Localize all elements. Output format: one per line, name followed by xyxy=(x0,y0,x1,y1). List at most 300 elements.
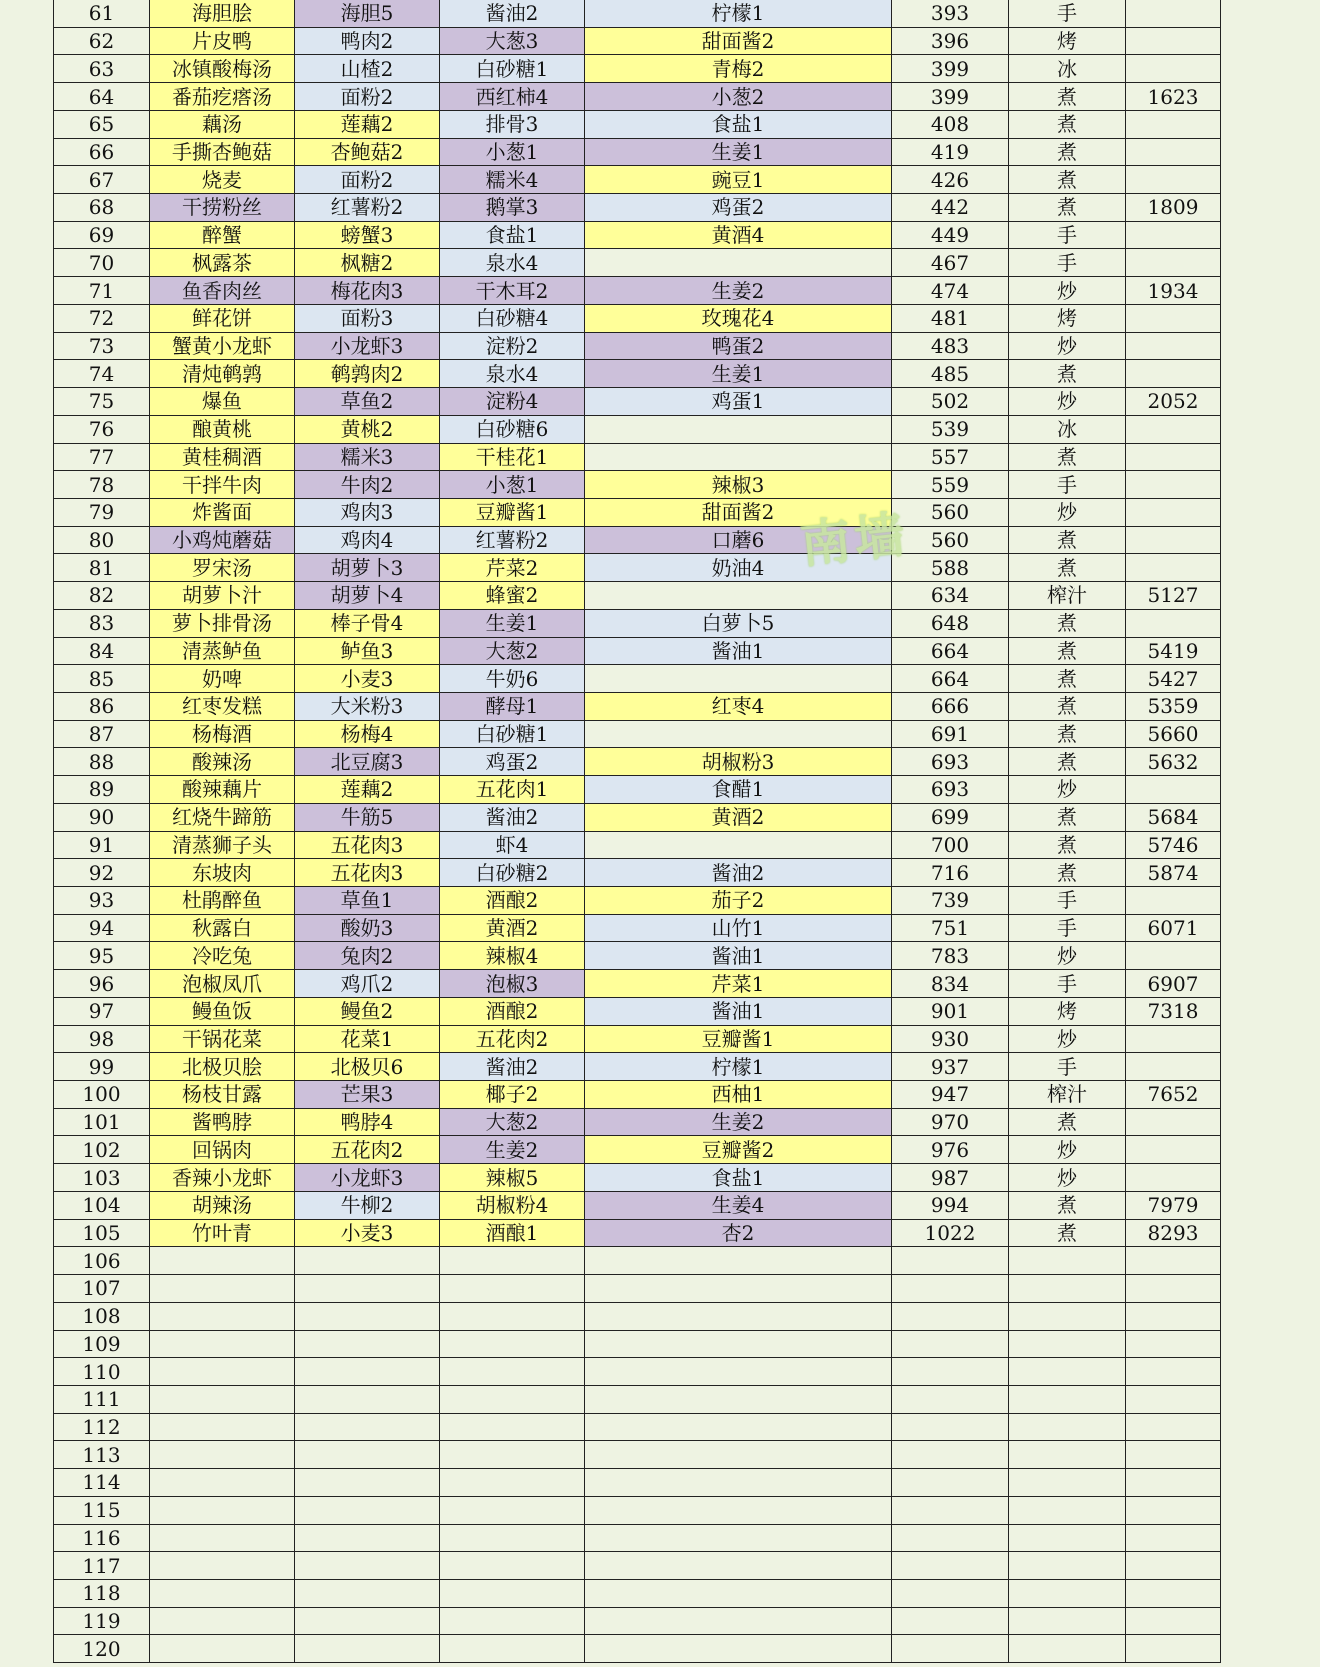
row-number-cell[interactable]: 116 xyxy=(54,1525,150,1552)
cook-method-cell[interactable]: 煮 xyxy=(1009,804,1126,831)
dish-name-cell[interactable]: 罗宋汤 xyxy=(150,554,295,581)
extra-value-cell[interactable] xyxy=(1126,887,1221,914)
extra-value-cell[interactable] xyxy=(1126,1358,1221,1385)
extra-value-cell[interactable] xyxy=(1126,1635,1221,1662)
ingredient-3-cell[interactable]: 辣椒3 xyxy=(585,471,892,498)
price-cell[interactable]: 634 xyxy=(892,582,1009,609)
cook-method-cell[interactable]: 炒 xyxy=(1009,1026,1126,1053)
row-number-cell[interactable]: 85 xyxy=(54,665,150,692)
row-number-cell[interactable]: 68 xyxy=(54,194,150,221)
price-cell[interactable] xyxy=(892,1414,1009,1441)
ingredient-1-cell[interactable] xyxy=(295,1552,440,1579)
extra-value-cell[interactable] xyxy=(1126,222,1221,249)
cook-method-cell[interactable]: 煮 xyxy=(1009,859,1126,886)
price-cell[interactable]: 502 xyxy=(892,388,1009,415)
dish-name-cell[interactable]: 酿黄桃 xyxy=(150,416,295,443)
dish-name-cell[interactable]: 红枣发糕 xyxy=(150,693,295,720)
dish-name-cell[interactable]: 干捞粉丝 xyxy=(150,194,295,221)
ingredient-2-cell[interactable]: 鸡蛋2 xyxy=(440,748,585,775)
row-number-cell[interactable]: 78 xyxy=(54,471,150,498)
row-number-cell[interactable]: 118 xyxy=(54,1580,150,1607)
extra-value-cell[interactable] xyxy=(1126,1441,1221,1468)
ingredient-3-cell[interactable]: 甜面酱2 xyxy=(585,499,892,526)
extra-value-cell[interactable] xyxy=(1126,1525,1221,1552)
price-cell[interactable]: 399 xyxy=(892,83,1009,110)
row-number-cell[interactable]: 80 xyxy=(54,527,150,554)
ingredient-3-cell[interactable]: 柠檬1 xyxy=(585,1053,892,1080)
ingredient-3-cell[interactable]: 生姜1 xyxy=(585,360,892,387)
price-cell[interactable]: 483 xyxy=(892,333,1009,360)
price-cell[interactable]: 1022 xyxy=(892,1220,1009,1247)
ingredient-1-cell[interactable]: 莲藕2 xyxy=(295,111,440,138)
cook-method-cell[interactable] xyxy=(1009,1441,1126,1468)
row-number-cell[interactable]: 90 xyxy=(54,804,150,831)
extra-value-cell[interactable]: 5632 xyxy=(1126,748,1221,775)
cook-method-cell[interactable]: 榨汁 xyxy=(1009,582,1126,609)
cook-method-cell[interactable] xyxy=(1009,1525,1126,1552)
price-cell[interactable]: 481 xyxy=(892,305,1009,332)
extra-value-cell[interactable] xyxy=(1126,1552,1221,1579)
ingredient-1-cell[interactable]: 北豆腐3 xyxy=(295,748,440,775)
ingredient-1-cell[interactable]: 草鱼1 xyxy=(295,887,440,914)
ingredient-3-cell[interactable] xyxy=(585,1386,892,1413)
ingredient-2-cell[interactable]: 白砂糖2 xyxy=(440,859,585,886)
ingredient-3-cell[interactable] xyxy=(585,1275,892,1302)
row-number-cell[interactable]: 107 xyxy=(54,1275,150,1302)
dish-name-cell[interactable] xyxy=(150,1247,295,1274)
row-number-cell[interactable]: 81 xyxy=(54,554,150,581)
ingredient-1-cell[interactable] xyxy=(295,1608,440,1635)
price-cell[interactable] xyxy=(892,1331,1009,1358)
dish-name-cell[interactable]: 藕汤 xyxy=(150,111,295,138)
dish-name-cell[interactable] xyxy=(150,1497,295,1524)
row-number-cell[interactable]: 109 xyxy=(54,1331,150,1358)
ingredient-1-cell[interactable]: 五花肉2 xyxy=(295,1136,440,1163)
cook-method-cell[interactable]: 炒 xyxy=(1009,1164,1126,1191)
row-number-cell[interactable]: 119 xyxy=(54,1608,150,1635)
ingredient-2-cell[interactable] xyxy=(440,1580,585,1607)
price-cell[interactable]: 664 xyxy=(892,638,1009,665)
cook-method-cell[interactable] xyxy=(1009,1552,1126,1579)
ingredient-1-cell[interactable]: 糯米3 xyxy=(295,444,440,471)
ingredient-1-cell[interactable]: 海胆5 xyxy=(295,0,440,27)
dish-name-cell[interactable]: 鱼香肉丝 xyxy=(150,277,295,304)
ingredient-2-cell[interactable]: 白砂糖1 xyxy=(440,721,585,748)
row-number-cell[interactable]: 102 xyxy=(54,1136,150,1163)
ingredient-2-cell[interactable] xyxy=(440,1331,585,1358)
ingredient-2-cell[interactable]: 大葱2 xyxy=(440,638,585,665)
ingredient-2-cell[interactable] xyxy=(440,1303,585,1330)
ingredient-2-cell[interactable]: 蜂蜜2 xyxy=(440,582,585,609)
dish-name-cell[interactable]: 小鸡炖蘑菇 xyxy=(150,527,295,554)
extra-value-cell[interactable] xyxy=(1126,1303,1221,1330)
ingredient-2-cell[interactable]: 酱油2 xyxy=(440,0,585,27)
row-number-cell[interactable]: 65 xyxy=(54,111,150,138)
extra-value-cell[interactable] xyxy=(1126,1109,1221,1136)
ingredient-2-cell[interactable]: 辣椒5 xyxy=(440,1164,585,1191)
extra-value-cell[interactable] xyxy=(1126,111,1221,138)
cook-method-cell[interactable]: 烤 xyxy=(1009,305,1126,332)
ingredient-1-cell[interactable] xyxy=(295,1358,440,1385)
ingredient-1-cell[interactable] xyxy=(295,1635,440,1662)
price-cell[interactable]: 693 xyxy=(892,748,1009,775)
cook-method-cell[interactable]: 冰 xyxy=(1009,416,1126,443)
price-cell[interactable]: 930 xyxy=(892,1026,1009,1053)
dish-name-cell[interactable]: 红烧牛蹄筋 xyxy=(150,804,295,831)
cook-method-cell[interactable]: 煮 xyxy=(1009,721,1126,748)
ingredient-2-cell[interactable] xyxy=(440,1525,585,1552)
extra-value-cell[interactable]: 1934 xyxy=(1126,277,1221,304)
price-cell[interactable] xyxy=(892,1552,1009,1579)
extra-value-cell[interactable] xyxy=(1126,333,1221,360)
ingredient-1-cell[interactable]: 牛肉2 xyxy=(295,471,440,498)
cook-method-cell[interactable]: 炒 xyxy=(1009,776,1126,803)
ingredient-2-cell[interactable]: 牛奶6 xyxy=(440,665,585,692)
dish-name-cell[interactable] xyxy=(150,1303,295,1330)
price-cell[interactable] xyxy=(892,1275,1009,1302)
ingredient-3-cell[interactable] xyxy=(585,1608,892,1635)
ingredient-3-cell[interactable]: 山竹1 xyxy=(585,915,892,942)
cook-method-cell[interactable]: 煮 xyxy=(1009,554,1126,581)
price-cell[interactable]: 559 xyxy=(892,471,1009,498)
ingredient-3-cell[interactable]: 黄酒4 xyxy=(585,222,892,249)
row-number-cell[interactable]: 70 xyxy=(54,249,150,276)
row-number-cell[interactable]: 91 xyxy=(54,832,150,859)
ingredient-3-cell[interactable]: 豆瓣酱1 xyxy=(585,1026,892,1053)
ingredient-3-cell[interactable]: 酱油1 xyxy=(585,942,892,969)
ingredient-2-cell[interactable]: 白砂糖4 xyxy=(440,305,585,332)
ingredient-1-cell[interactable]: 五花肉3 xyxy=(295,859,440,886)
ingredient-3-cell[interactable]: 茄子2 xyxy=(585,887,892,914)
ingredient-2-cell[interactable]: 糯米4 xyxy=(440,166,585,193)
dish-name-cell[interactable]: 枫露茶 xyxy=(150,249,295,276)
row-number-cell[interactable]: 101 xyxy=(54,1109,150,1136)
cook-method-cell[interactable]: 煮 xyxy=(1009,166,1126,193)
ingredient-1-cell[interactable]: 枫糖2 xyxy=(295,249,440,276)
extra-value-cell[interactable] xyxy=(1126,1497,1221,1524)
ingredient-1-cell[interactable]: 山楂2 xyxy=(295,55,440,82)
dish-name-cell[interactable]: 醉蟹 xyxy=(150,222,295,249)
ingredient-1-cell[interactable]: 牛筋5 xyxy=(295,804,440,831)
row-number-cell[interactable]: 94 xyxy=(54,915,150,942)
ingredient-3-cell[interactable] xyxy=(585,1497,892,1524)
dish-name-cell[interactable]: 鲜花饼 xyxy=(150,305,295,332)
extra-value-cell[interactable]: 5874 xyxy=(1126,859,1221,886)
extra-value-cell[interactable]: 1623 xyxy=(1126,83,1221,110)
dish-name-cell[interactable]: 冷吃兔 xyxy=(150,942,295,969)
extra-value-cell[interactable] xyxy=(1126,1275,1221,1302)
price-cell[interactable]: 976 xyxy=(892,1136,1009,1163)
ingredient-2-cell[interactable] xyxy=(440,1469,585,1496)
row-number-cell[interactable]: 76 xyxy=(54,416,150,443)
row-number-cell[interactable]: 72 xyxy=(54,305,150,332)
ingredient-1-cell[interactable]: 杏鲍菇2 xyxy=(295,139,440,166)
ingredient-3-cell[interactable]: 青梅2 xyxy=(585,55,892,82)
ingredient-1-cell[interactable]: 杨梅4 xyxy=(295,721,440,748)
cook-method-cell[interactable] xyxy=(1009,1497,1126,1524)
ingredient-3-cell[interactable]: 食醋1 xyxy=(585,776,892,803)
dish-name-cell[interactable]: 手撕杏鲍菇 xyxy=(150,139,295,166)
price-cell[interactable]: 426 xyxy=(892,166,1009,193)
ingredient-3-cell[interactable]: 玫瑰花4 xyxy=(585,305,892,332)
row-number-cell[interactable]: 117 xyxy=(54,1552,150,1579)
ingredient-2-cell[interactable]: 五花肉1 xyxy=(440,776,585,803)
dish-name-cell[interactable]: 干拌牛肉 xyxy=(150,471,295,498)
price-cell[interactable]: 408 xyxy=(892,111,1009,138)
ingredient-3-cell[interactable] xyxy=(585,1580,892,1607)
extra-value-cell[interactable]: 5746 xyxy=(1126,832,1221,859)
price-cell[interactable]: 666 xyxy=(892,693,1009,720)
dish-name-cell[interactable] xyxy=(150,1275,295,1302)
ingredient-2-cell[interactable]: 泉水4 xyxy=(440,249,585,276)
ingredient-3-cell[interactable] xyxy=(585,1247,892,1274)
extra-value-cell[interactable]: 5359 xyxy=(1126,693,1221,720)
dish-name-cell[interactable]: 酸辣汤 xyxy=(150,748,295,775)
ingredient-2-cell[interactable]: 排骨3 xyxy=(440,111,585,138)
dish-name-cell[interactable]: 杜鹃醉鱼 xyxy=(150,887,295,914)
ingredient-3-cell[interactable]: 红枣4 xyxy=(585,693,892,720)
ingredient-1-cell[interactable]: 酸奶3 xyxy=(295,915,440,942)
extra-value-cell[interactable] xyxy=(1126,416,1221,443)
extra-value-cell[interactable]: 5419 xyxy=(1126,638,1221,665)
row-number-cell[interactable]: 110 xyxy=(54,1358,150,1385)
ingredient-2-cell[interactable]: 红薯粉2 xyxy=(440,527,585,554)
ingredient-3-cell[interactable]: 酱油2 xyxy=(585,859,892,886)
price-cell[interactable]: 691 xyxy=(892,721,1009,748)
cook-method-cell[interactable]: 榨汁 xyxy=(1009,1081,1126,1108)
dish-name-cell[interactable]: 烧麦 xyxy=(150,166,295,193)
price-cell[interactable]: 399 xyxy=(892,55,1009,82)
extra-value-cell[interactable] xyxy=(1126,1164,1221,1191)
price-cell[interactable]: 783 xyxy=(892,942,1009,969)
dish-name-cell[interactable]: 黄桂稠酒 xyxy=(150,444,295,471)
ingredient-3-cell[interactable] xyxy=(585,416,892,443)
cook-method-cell[interactable]: 烤 xyxy=(1009,28,1126,55)
ingredient-2-cell[interactable]: 大葱3 xyxy=(440,28,585,55)
ingredient-2-cell[interactable]: 酵母1 xyxy=(440,693,585,720)
row-number-cell[interactable]: 108 xyxy=(54,1303,150,1330)
ingredient-2-cell[interactable]: 胡椒粉4 xyxy=(440,1192,585,1219)
ingredient-2-cell[interactable]: 泉水4 xyxy=(440,360,585,387)
ingredient-3-cell[interactable]: 杏2 xyxy=(585,1220,892,1247)
ingredient-1-cell[interactable]: 小龙虾3 xyxy=(295,333,440,360)
row-number-cell[interactable]: 66 xyxy=(54,139,150,166)
row-number-cell[interactable]: 69 xyxy=(54,222,150,249)
price-cell[interactable]: 834 xyxy=(892,970,1009,997)
cook-method-cell[interactable]: 炒 xyxy=(1009,333,1126,360)
cook-method-cell[interactable] xyxy=(1009,1303,1126,1330)
ingredient-3-cell[interactable] xyxy=(585,721,892,748)
price-cell[interactable]: 739 xyxy=(892,887,1009,914)
ingredient-3-cell[interactable] xyxy=(585,1303,892,1330)
ingredient-2-cell[interactable]: 白砂糖6 xyxy=(440,416,585,443)
ingredient-3-cell[interactable]: 奶油4 xyxy=(585,554,892,581)
price-cell[interactable]: 485 xyxy=(892,360,1009,387)
extra-value-cell[interactable] xyxy=(1126,1469,1221,1496)
dish-name-cell[interactable]: 炸酱面 xyxy=(150,499,295,526)
ingredient-2-cell[interactable]: 干桂花1 xyxy=(440,444,585,471)
cook-method-cell[interactable]: 手 xyxy=(1009,915,1126,942)
ingredient-3-cell[interactable]: 鸡蛋1 xyxy=(585,388,892,415)
row-number-cell[interactable]: 93 xyxy=(54,887,150,914)
ingredient-2-cell[interactable]: 辣椒4 xyxy=(440,942,585,969)
extra-value-cell[interactable]: 5660 xyxy=(1126,721,1221,748)
cook-method-cell[interactable]: 冰 xyxy=(1009,55,1126,82)
price-cell[interactable]: 393 xyxy=(892,0,1009,27)
ingredient-1-cell[interactable]: 鲈鱼3 xyxy=(295,638,440,665)
ingredient-3-cell[interactable]: 芹菜1 xyxy=(585,970,892,997)
extra-value-cell[interactable] xyxy=(1126,28,1221,55)
ingredient-3-cell[interactable] xyxy=(585,1331,892,1358)
ingredient-2-cell[interactable]: 西红柿4 xyxy=(440,83,585,110)
ingredient-3-cell[interactable]: 黄酒2 xyxy=(585,804,892,831)
price-cell[interactable]: 716 xyxy=(892,859,1009,886)
dish-name-cell[interactable]: 东坡肉 xyxy=(150,859,295,886)
price-cell[interactable]: 442 xyxy=(892,194,1009,221)
price-cell[interactable]: 699 xyxy=(892,804,1009,831)
extra-value-cell[interactable] xyxy=(1126,1608,1221,1635)
extra-value-cell[interactable]: 2052 xyxy=(1126,388,1221,415)
ingredient-1-cell[interactable]: 鸡肉3 xyxy=(295,499,440,526)
ingredient-3-cell[interactable] xyxy=(585,444,892,471)
dish-name-cell[interactable] xyxy=(150,1331,295,1358)
price-cell[interactable] xyxy=(892,1358,1009,1385)
extra-value-cell[interactable]: 7318 xyxy=(1126,998,1221,1025)
cook-method-cell[interactable]: 炒 xyxy=(1009,942,1126,969)
cook-method-cell[interactable]: 煮 xyxy=(1009,748,1126,775)
price-cell[interactable]: 648 xyxy=(892,610,1009,637)
extra-value-cell[interactable] xyxy=(1126,1580,1221,1607)
row-number-cell[interactable]: 67 xyxy=(54,166,150,193)
ingredient-1-cell[interactable] xyxy=(295,1580,440,1607)
cook-method-cell[interactable]: 煮 xyxy=(1009,360,1126,387)
ingredient-3-cell[interactable]: 白萝卜5 xyxy=(585,610,892,637)
row-number-cell[interactable]: 73 xyxy=(54,333,150,360)
ingredient-1-cell[interactable]: 螃蟹3 xyxy=(295,222,440,249)
ingredient-2-cell[interactable]: 酱油2 xyxy=(440,1053,585,1080)
ingredient-1-cell[interactable] xyxy=(295,1497,440,1524)
ingredient-2-cell[interactable] xyxy=(440,1414,585,1441)
dish-name-cell[interactable]: 冰镇酸梅汤 xyxy=(150,55,295,82)
dish-name-cell[interactable]: 酱鸭脖 xyxy=(150,1109,295,1136)
ingredient-1-cell[interactable]: 鸭肉2 xyxy=(295,28,440,55)
dish-name-cell[interactable] xyxy=(150,1580,295,1607)
price-cell[interactable]: 467 xyxy=(892,249,1009,276)
ingredient-1-cell[interactable] xyxy=(295,1414,440,1441)
ingredient-3-cell[interactable] xyxy=(585,832,892,859)
extra-value-cell[interactable] xyxy=(1126,444,1221,471)
row-number-cell[interactable]: 63 xyxy=(54,55,150,82)
ingredient-3-cell[interactable]: 甜面酱2 xyxy=(585,28,892,55)
row-number-cell[interactable]: 92 xyxy=(54,859,150,886)
price-cell[interactable]: 700 xyxy=(892,832,1009,859)
ingredient-1-cell[interactable]: 黄桃2 xyxy=(295,416,440,443)
dish-name-cell[interactable]: 竹叶青 xyxy=(150,1220,295,1247)
price-cell[interactable]: 937 xyxy=(892,1053,1009,1080)
dish-name-cell[interactable] xyxy=(150,1386,295,1413)
ingredient-2-cell[interactable]: 五花肉2 xyxy=(440,1026,585,1053)
extra-value-cell[interactable] xyxy=(1126,360,1221,387)
dish-name-cell[interactable]: 番茄疙瘩汤 xyxy=(150,83,295,110)
price-cell[interactable]: 994 xyxy=(892,1192,1009,1219)
ingredient-3-cell[interactable] xyxy=(585,1552,892,1579)
extra-value-cell[interactable]: 5427 xyxy=(1126,665,1221,692)
price-cell[interactable]: 396 xyxy=(892,28,1009,55)
ingredient-3-cell[interactable] xyxy=(585,665,892,692)
ingredient-1-cell[interactable] xyxy=(295,1247,440,1274)
extra-value-cell[interactable] xyxy=(1126,610,1221,637)
cook-method-cell[interactable]: 炒 xyxy=(1009,388,1126,415)
ingredient-2-cell[interactable] xyxy=(440,1497,585,1524)
ingredient-2-cell[interactable]: 白砂糖1 xyxy=(440,55,585,82)
ingredient-1-cell[interactable]: 棒子骨4 xyxy=(295,610,440,637)
ingredient-3-cell[interactable] xyxy=(585,249,892,276)
ingredient-2-cell[interactable]: 淀粉4 xyxy=(440,388,585,415)
cook-method-cell[interactable] xyxy=(1009,1608,1126,1635)
extra-value-cell[interactable] xyxy=(1126,55,1221,82)
cook-method-cell[interactable]: 手 xyxy=(1009,249,1126,276)
ingredient-1-cell[interactable] xyxy=(295,1469,440,1496)
cook-method-cell[interactable]: 炒 xyxy=(1009,1136,1126,1163)
cook-method-cell[interactable]: 煮 xyxy=(1009,1192,1126,1219)
row-number-cell[interactable]: 114 xyxy=(54,1469,150,1496)
cook-method-cell[interactable]: 煮 xyxy=(1009,444,1126,471)
ingredient-3-cell[interactable]: 口蘑6 xyxy=(585,527,892,554)
cook-method-cell[interactable] xyxy=(1009,1414,1126,1441)
dish-name-cell[interactable] xyxy=(150,1608,295,1635)
ingredient-2-cell[interactable]: 大葱2 xyxy=(440,1109,585,1136)
price-cell[interactable] xyxy=(892,1580,1009,1607)
price-cell[interactable]: 947 xyxy=(892,1081,1009,1108)
ingredient-1-cell[interactable]: 梅花肉3 xyxy=(295,277,440,304)
ingredient-2-cell[interactable]: 酒酿2 xyxy=(440,887,585,914)
ingredient-3-cell[interactable]: 生姜4 xyxy=(585,1192,892,1219)
ingredient-2-cell[interactable]: 生姜2 xyxy=(440,1136,585,1163)
row-number-cell[interactable]: 83 xyxy=(54,610,150,637)
ingredient-1-cell[interactable]: 鸡肉4 xyxy=(295,527,440,554)
dish-name-cell[interactable]: 清炖鹌鹑 xyxy=(150,360,295,387)
cook-method-cell[interactable]: 煮 xyxy=(1009,1220,1126,1247)
extra-value-cell[interactable]: 8293 xyxy=(1126,1220,1221,1247)
dish-name-cell[interactable] xyxy=(150,1469,295,1496)
ingredient-3-cell[interactable] xyxy=(585,1414,892,1441)
cook-method-cell[interactable] xyxy=(1009,1580,1126,1607)
ingredient-2-cell[interactable]: 酒酿2 xyxy=(440,998,585,1025)
row-number-cell[interactable]: 112 xyxy=(54,1414,150,1441)
price-cell[interactable]: 970 xyxy=(892,1109,1009,1136)
ingredient-2-cell[interactable] xyxy=(440,1247,585,1274)
extra-value-cell[interactable] xyxy=(1126,139,1221,166)
dish-name-cell[interactable]: 蟹黄小龙虾 xyxy=(150,333,295,360)
ingredient-3-cell[interactable]: 豆瓣酱2 xyxy=(585,1136,892,1163)
cook-method-cell[interactable]: 手 xyxy=(1009,0,1126,27)
price-cell[interactable]: 560 xyxy=(892,499,1009,526)
ingredient-1-cell[interactable]: 草鱼2 xyxy=(295,388,440,415)
ingredient-2-cell[interactable]: 虾4 xyxy=(440,832,585,859)
row-number-cell[interactable]: 74 xyxy=(54,360,150,387)
price-cell[interactable] xyxy=(892,1525,1009,1552)
ingredient-1-cell[interactable]: 牛柳2 xyxy=(295,1192,440,1219)
price-cell[interactable] xyxy=(892,1608,1009,1635)
cook-method-cell[interactable]: 煮 xyxy=(1009,527,1126,554)
dish-name-cell[interactable] xyxy=(150,1414,295,1441)
row-number-cell[interactable]: 82 xyxy=(54,582,150,609)
ingredient-1-cell[interactable]: 胡萝卜4 xyxy=(295,582,440,609)
ingredient-1-cell[interactable]: 面粉3 xyxy=(295,305,440,332)
row-number-cell[interactable]: 95 xyxy=(54,942,150,969)
ingredient-3-cell[interactable]: 豌豆1 xyxy=(585,166,892,193)
ingredient-1-cell[interactable] xyxy=(295,1525,440,1552)
